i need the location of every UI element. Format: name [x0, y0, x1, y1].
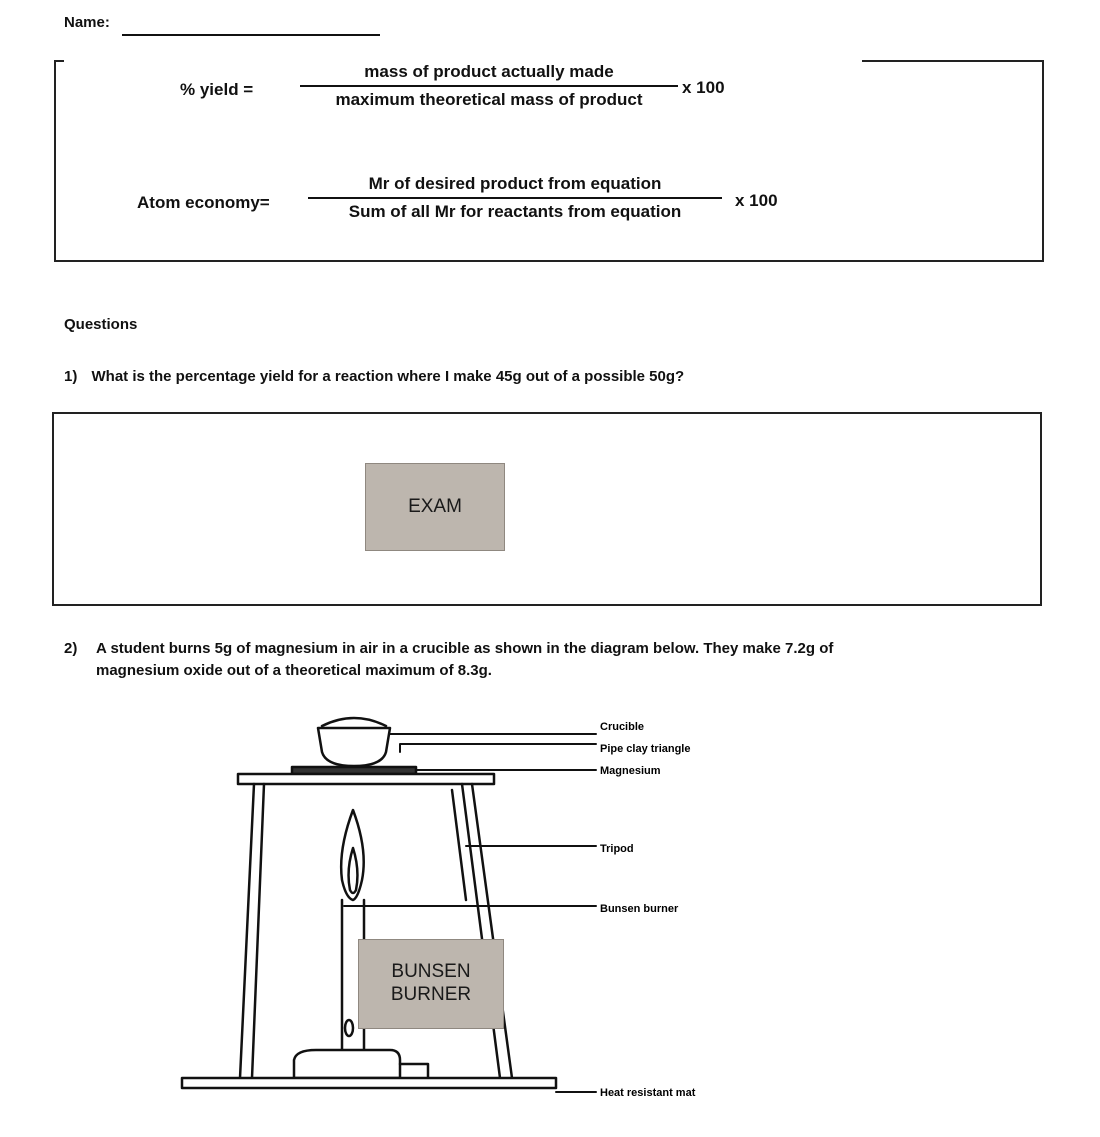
question-2-number: 2) [64, 640, 78, 657]
question-2-line-1: A student burns 5g of magnesium in air in a crucible as shown in the diagram below. They make 7.2g of [96, 640, 834, 657]
questions-heading: Questions [64, 316, 138, 333]
label-crucible: Crucible [600, 721, 645, 733]
question-1-number: 1) [64, 368, 78, 385]
atom-economy-denominator: Sum of all Mr for reactants from equation [348, 202, 682, 221]
burner-base [294, 1050, 400, 1078]
burner-air-hole [345, 1020, 353, 1036]
exam-stamp: EXAM [365, 463, 505, 551]
leader-pipe-clay-triangle [400, 744, 596, 752]
yield-multiplier: x 100 [682, 78, 725, 97]
label-magnesium: Magnesium [600, 765, 661, 777]
label-bunsen-burner: Bunsen burner [600, 903, 679, 915]
tripod-top [238, 774, 494, 784]
yield-numerator: mass of product actually made [364, 62, 614, 81]
yield-denominator: maximum theoretical mass of product [335, 90, 643, 109]
bunsen-stamp-line-1: BUNSEN [391, 961, 471, 983]
atom-economy-multiplier: x 100 [735, 191, 778, 210]
question-1-text: What is the percentage yield for a reaction where I make 45g out of a possible 50g? [91, 368, 685, 385]
tripod-leg-left [240, 784, 264, 1078]
burner-gas-inlet [400, 1064, 428, 1078]
atom-economy-label: Atom economy= [137, 193, 270, 212]
heat-resistant-mat [182, 1078, 556, 1088]
atom-economy-numerator: Mr of desired product from equation [368, 174, 662, 193]
name-label: Name: [64, 14, 110, 31]
flame [341, 810, 364, 900]
tripod-leg-right [462, 784, 512, 1078]
label-pipe-clay-triangle: Pipe clay triangle [600, 743, 691, 755]
crucible-shape [318, 728, 390, 766]
bunsen-burner-stamp [358, 939, 504, 1029]
label-tripod: Tripod [600, 843, 634, 855]
question-2-line-2: magnesium oxide out of a theoretical maximum of 8.3g. [96, 662, 492, 679]
label-heat-resistant-mat: Heat resistant mat [600, 1087, 696, 1099]
bunsen-stamp-line-2: BURNER [390, 984, 472, 1005]
yield-label: % yield = [180, 80, 254, 99]
crucible-lid [322, 718, 386, 726]
